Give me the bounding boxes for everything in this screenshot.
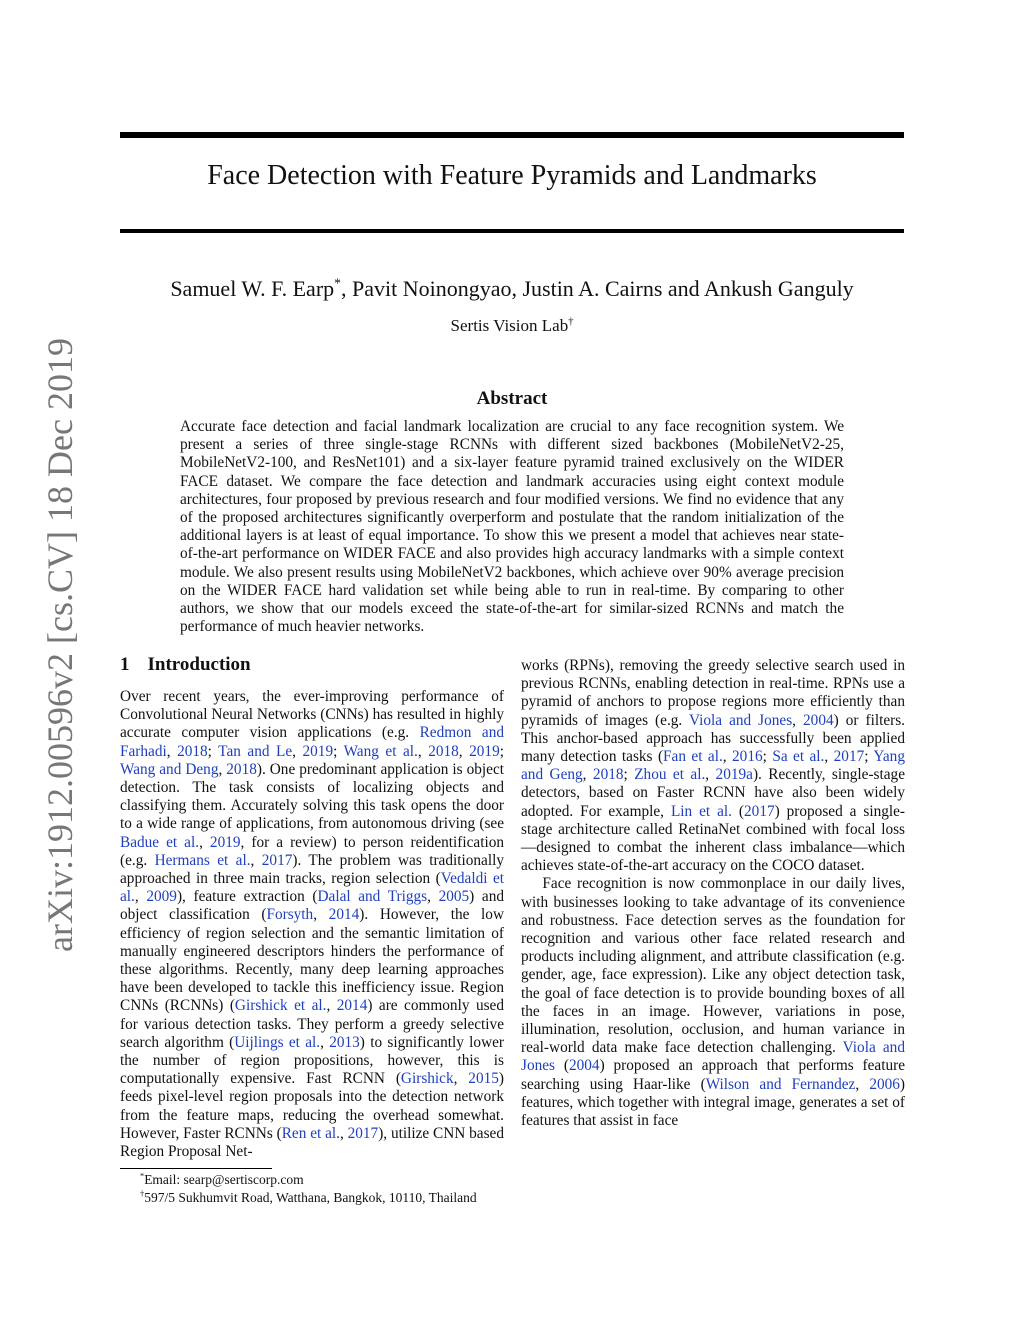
body-text: , (792, 711, 804, 729)
body-text: ) features, which together with integral image, generates a set of features that assist in face (521, 1075, 906, 1130)
body-text: ( (555, 1057, 569, 1075)
body-text: , (250, 851, 262, 869)
body-text: ) proposed an approach that performs feature searching using Haar-like ( (521, 1057, 906, 1093)
citation-link[interactable]: 2019 (209, 833, 241, 851)
citation-link[interactable]: Zhou et al. (634, 766, 706, 784)
footnote-email (140, 1172, 304, 1188)
body-text: , (417, 742, 429, 760)
footnote-mark: * (140, 1171, 145, 1181)
first-author: Samuel W. F. Earp (170, 276, 335, 301)
body-text: ; (762, 748, 773, 766)
citation-link[interactable]: 2019a (715, 766, 753, 784)
body-text: ; (333, 742, 344, 760)
body-text: ) feeds pixel-level region proposals into the detection network from the feature maps, reducing the overhead somewhat. However, Faster RCNNs ( (120, 1070, 504, 1142)
body-text: ). The problem was traditionally approached in three main tracks, region selection ( (120, 851, 504, 888)
body-text: ), feature extraction ( (176, 888, 318, 906)
citation-link[interactable]: 2018 (226, 760, 257, 778)
citation-link[interactable]: Sa et al. (772, 748, 825, 766)
other-authors: , Pavit Noinongyao, Justin A. Cairns and Ankush Ganguly (340, 276, 854, 301)
footnote-text: 597/5 Sukhumvit Road, Watthana, Bangkok, 10110, Thailand (144, 1190, 477, 1205)
right-column (521, 657, 905, 1130)
body-text: , for a review) to person reidentification (e.g. (120, 833, 504, 869)
citation-link[interactable]: Wang and Deng (120, 760, 219, 778)
citation-link[interactable]: 2017 (261, 851, 293, 869)
abstract-heading: Abstract (476, 388, 548, 409)
intro-paragraph-2 (521, 657, 905, 875)
title-rule-bottom (120, 229, 904, 233)
body-text: , (166, 742, 178, 760)
body-text: , (855, 1075, 870, 1093)
citation-link[interactable]: Fan et al. (663, 748, 723, 766)
body-text: ). Recently, single-stage detectors, based on Faster RCNN have also been widely adopted. For example, (521, 766, 905, 820)
body-text: , (326, 997, 337, 1015)
body-text: works (RPNs), removing the greedy selective search used in previous RCNNs, enabling detection in real-time. RPNs use a pyramid of anchors to propose regions more efficiently than pyramids of images (e.g. (521, 657, 905, 729)
body-text: Face recognition is now commonplace in our daily lives, with businesses looking to take advantage of its convenience and robustness. Face detection serves as the foundation for recognition and various other face related research and products including alignment, and attribute classification (e.g. gender, age, face expression). Like any object detection task, the goal of face detection is to provide bounding boxes of all the faces in an image. However, variations in pose, illumination, resolution, occlusion, and human variance in real-world data make face detection challenging. (521, 875, 905, 1057)
citation-link[interactable]: Girshick (400, 1070, 454, 1088)
citation-link[interactable]: Badue et al. (120, 833, 200, 851)
body-text: , (218, 760, 227, 778)
citation-link[interactable]: Dalal and Triggs (317, 888, 428, 906)
body-text: ) to significantly lower the number of region propositions, however, this is computationally expensive. Fast RCNN ( (120, 1033, 504, 1088)
citation-link[interactable]: 2018 (428, 742, 459, 760)
body-text: Over recent years, the ever-improving performance of Convolutional Neural Networks (CNNs) has resulted in highly accurate computer vision applications (e.g. (120, 688, 504, 742)
citation-link[interactable]: Tan and Le (218, 742, 293, 760)
citation-link[interactable]: Viola and Jones (521, 1039, 905, 1075)
citation-link[interactable]: Hermans et al. (154, 851, 251, 869)
section-number: 1 (120, 654, 130, 675)
citation-link[interactable]: Viola and Jones (688, 711, 793, 729)
body-text: , (824, 748, 834, 766)
body-text: , (582, 766, 593, 784)
abstract-text: Accurate face detection and facial landmark localization are crucial to any face recognition system. We present a series of three single-stage RCNNs with different sized backbones (MobileNetV2-25, MobileNetV2-100, and ResNet101) and a six-layer feature pyramid trained exclusively on the WIDER FACE dataset. We compare the face detection and landmark accuracies using eight context module architectures, four proposed by previous research and four modified versions. We find no evidence that any of the proposed architectures significantly overperform and postulate that the random initialization of the additional layers is at least of equal importance. To show this we present a model that achieves near state-of-the-art performance on WIDER FACE and also provides high accuracy landmarks with a simple context module. We also present results using MobileNetV2 backbones, which achieve over 90% average precision on the WIDER FACE hard validation set while being able to run in real-time. By comparing to other authors, we show that our models exceed the state-of-the-art for similar-sized RCNNs and match the performance of much heavier networks. (180, 418, 844, 636)
body-text: , (339, 1124, 348, 1142)
body-text: ) or filters. This anchor-based approach has successfully been applied many detection tasks ( (521, 711, 905, 766)
body-text: , (722, 748, 733, 766)
arxiv-identifier: arXiv:1912.00596v2 [cs.CV] 18 Dec 2019 (40, 338, 80, 952)
citation-link[interactable]: Girshick et al. (234, 997, 327, 1015)
body-text: ; (864, 748, 874, 766)
citation-link[interactable]: 2017 (744, 802, 775, 820)
left-column (120, 688, 504, 1161)
citation-link[interactable]: 2004 (803, 711, 834, 729)
citation-link[interactable]: Yang and Geng (521, 748, 905, 784)
citation-link[interactable]: 2017 (833, 748, 865, 766)
citation-link[interactable]: 2019 (469, 742, 500, 760)
citation-link[interactable]: 2016 (732, 748, 763, 766)
citation-link[interactable]: 2019 (302, 742, 334, 760)
body-text: ; (499, 742, 504, 760)
citation-link[interactable]: 2009 (146, 888, 177, 906)
body-text: ). One predominant application is object detection. The task consists of localizing objects and classifying them. Accurately solving this task opens the door to a wide range of applications, from autonomous driving (see (120, 760, 504, 833)
citation-link[interactable]: 2018 (592, 766, 624, 784)
affiliation (120, 316, 904, 336)
citation-link[interactable]: 2005 (438, 888, 470, 906)
citation-link[interactable]: Lin et al. (670, 802, 732, 820)
intro-paragraph-3 (521, 875, 905, 1130)
citation-link[interactable]: Redmon and Farhadi (120, 724, 504, 760)
paper-title: Face Detection with Feature Pyramids and Landmarks (207, 160, 817, 191)
body-text: ) and object classification ( (120, 888, 504, 924)
citation-link[interactable]: 2004 (568, 1057, 600, 1075)
footnote-text: Email: searp@sertiscorp.com (144, 1172, 304, 1187)
citation-link[interactable]: 2015 (468, 1070, 499, 1088)
body-text: , (313, 906, 329, 924)
citation-link[interactable]: 2013 (329, 1033, 360, 1051)
footnote-mark-email: * (334, 275, 341, 291)
body-text: , (453, 1070, 469, 1088)
citation-link[interactable]: 2006 (869, 1075, 900, 1093)
body-text: ( (731, 802, 745, 820)
citation-link[interactable]: Uijlings et al. (234, 1033, 321, 1051)
body-text: , (292, 742, 303, 760)
body-text: , (134, 888, 147, 906)
body-text: ), utilize CNN based Region Proposal Net- (120, 1124, 504, 1161)
section-title: Introduction (147, 654, 251, 675)
body-text: , (427, 888, 439, 906)
body-text: ). However, the low efficiency of region selection and the semantic limitation of manually engineered descriptors hinders the performance of these algorithms. Recently, many deep learning approaches have been developed to tackle this inefficiency issue. Region CNNs (RCNNs) ( (120, 906, 504, 1015)
citation-link[interactable]: Forsyth (266, 906, 314, 924)
body-text: , (320, 1033, 330, 1051)
citation-link[interactable]: Ren et al. (281, 1124, 340, 1142)
body-text: ; (207, 742, 219, 760)
body-text: , (458, 742, 470, 760)
citation-link[interactable]: Vedaldi et al. (120, 870, 504, 906)
citation-link[interactable]: 2017 (347, 1124, 379, 1142)
citation-link[interactable]: 2014 (328, 906, 360, 924)
citation-link[interactable]: Wang et al. (343, 742, 418, 760)
footnote-rule (120, 1168, 272, 1169)
footnote-mark-address: † (568, 316, 574, 328)
citation-link[interactable]: 2018 (177, 742, 208, 760)
title-rule-top (120, 132, 904, 138)
footnote-mark: † (140, 1189, 145, 1199)
body-text: , (705, 766, 716, 784)
citation-link[interactable]: 2014 (336, 997, 368, 1015)
body-text: ) are commonly used for various detection tasks. They perform a greedy selective search algorithm ( (120, 997, 504, 1051)
body-text: ; (623, 766, 635, 784)
author-list (120, 276, 904, 302)
body-text: , (199, 833, 210, 851)
affiliation-name: Sertis Vision Lab (450, 316, 569, 335)
intro-paragraph-1 (120, 688, 504, 1161)
section-heading-introduction (120, 654, 251, 676)
footnote-address (140, 1190, 477, 1206)
citation-link[interactable]: Wilson and Fernandez (705, 1075, 856, 1093)
body-text: ) proposed a single-stage architecture called RetinaNet combined with focal loss—designed to combat the inherent class imbalance—which achieves state-of-the-art accuracy on the COCO dataset. (521, 802, 906, 875)
